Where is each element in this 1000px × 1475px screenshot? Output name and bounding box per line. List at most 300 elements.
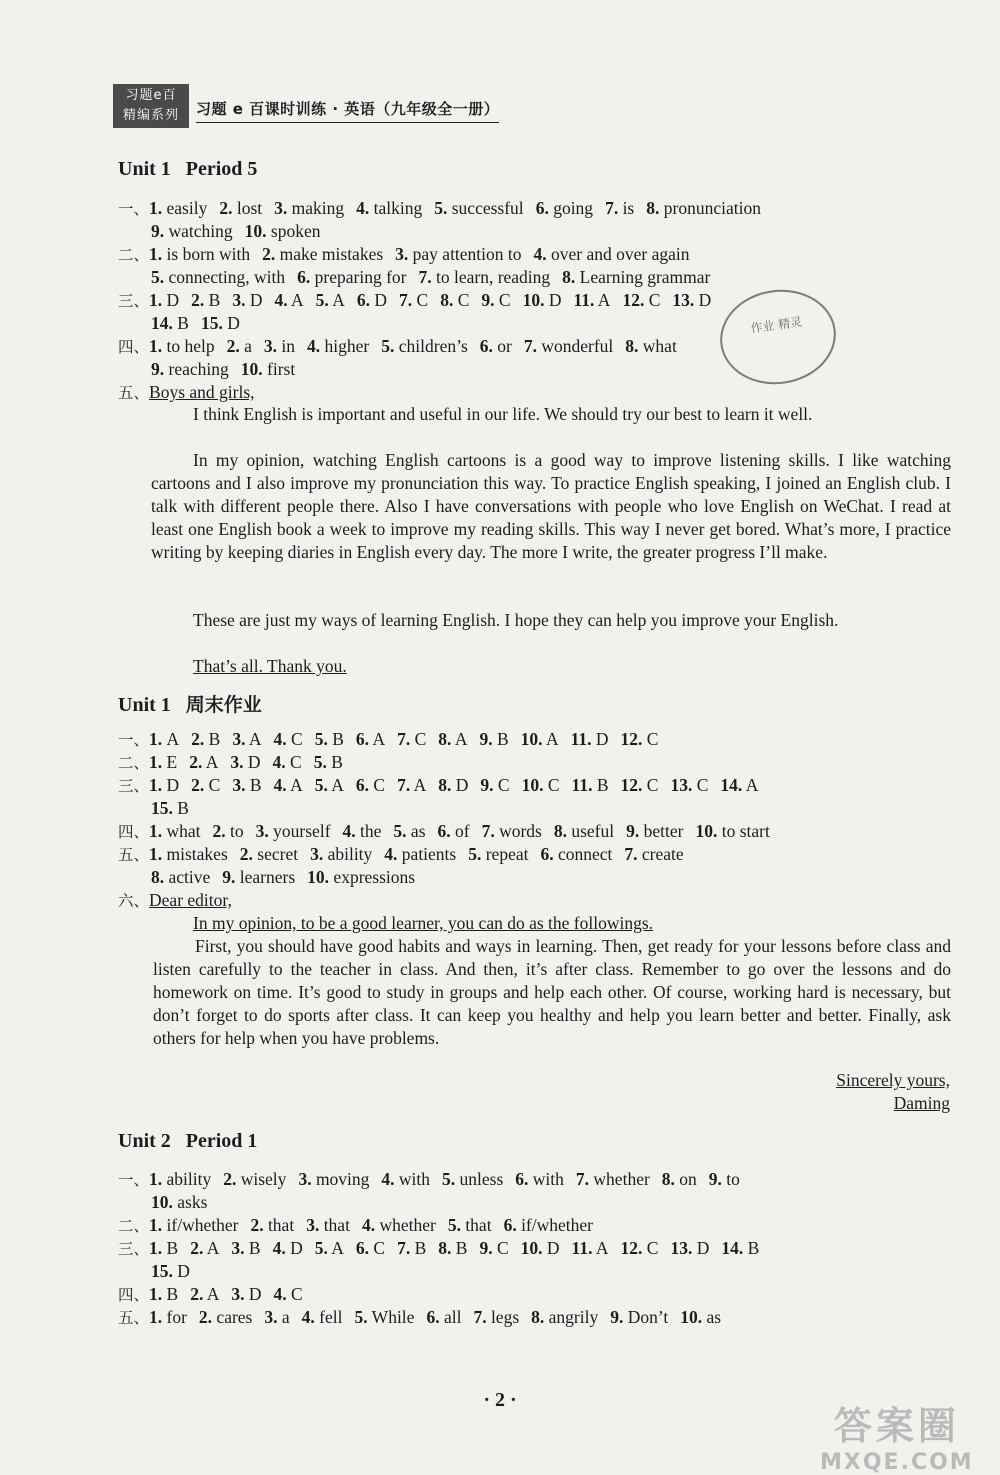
answer-number: 1. — [149, 821, 163, 841]
answer-value: A — [206, 1238, 220, 1258]
answer-value: what — [642, 336, 677, 356]
answer-number: 5. — [315, 290, 329, 310]
answer-value: C — [290, 752, 302, 772]
answer-item — [426, 1307, 461, 1327]
answer-item — [219, 198, 262, 218]
answer-number: 10. — [240, 359, 263, 379]
answer-value: A — [597, 290, 611, 310]
answer-item — [264, 1307, 289, 1327]
salutation-row — [118, 889, 232, 913]
answer-number: 4. — [356, 198, 370, 218]
answer-number: 2. — [219, 198, 233, 218]
answer-item — [240, 844, 298, 864]
answer-value: if/whether — [521, 1215, 593, 1235]
salutation-row — [118, 381, 255, 405]
answer-item — [397, 729, 426, 749]
answer-number: 4. — [273, 729, 287, 749]
answer-value: B — [248, 1238, 261, 1258]
answer-number: 4. — [272, 752, 286, 772]
answer-number: 9. — [151, 359, 165, 379]
answer-item — [273, 1238, 303, 1258]
answer-value: B — [331, 752, 343, 772]
answer-value: D — [546, 1238, 560, 1258]
answer-number: 5. — [447, 1215, 461, 1235]
section-heading-unit1-period5: Unit 1 Period 5 — [118, 158, 258, 180]
answer-number: 4. — [307, 336, 321, 356]
answer-value: C — [373, 1238, 386, 1258]
answer-item — [384, 844, 456, 864]
answer-item — [149, 752, 177, 772]
answer-value: watching — [168, 221, 233, 241]
answer-item — [149, 198, 207, 218]
section-mark: 二、 — [118, 246, 150, 264]
answer-number: 6. — [437, 821, 451, 841]
answer-value: yourself — [273, 821, 331, 841]
answer-number: 6. — [535, 198, 549, 218]
salutation: Dear editor, — [149, 890, 232, 910]
answer-number: 7. — [575, 1169, 590, 1189]
answer-item — [273, 752, 302, 772]
answer-item — [223, 1169, 286, 1189]
answer-item — [307, 867, 415, 887]
answer-item — [151, 1192, 207, 1212]
answer-value: E — [166, 752, 178, 772]
answer-value: children’s — [398, 336, 468, 356]
answer-value: C — [291, 1284, 303, 1304]
answer-value: going — [553, 198, 594, 218]
answer-row — [151, 266, 710, 289]
answer-value: expressions — [333, 867, 416, 887]
answer-item — [149, 1169, 211, 1189]
answer-item — [231, 1284, 261, 1304]
answer-item — [393, 821, 425, 841]
answer-value: B — [208, 290, 221, 310]
answer-number: 8. — [438, 1238, 452, 1258]
answer-row — [118, 1237, 759, 1261]
answer-number: 1. — [149, 336, 163, 356]
section-mark: 五、 — [118, 846, 150, 864]
answer-value: angrily — [548, 1307, 599, 1327]
answer-number: 8. — [440, 290, 454, 310]
answer-value: A — [206, 1284, 220, 1304]
answer-number: 5. — [381, 336, 395, 356]
answer-number: 10. — [520, 1238, 543, 1258]
answer-item — [189, 752, 218, 772]
answer-item — [151, 798, 189, 818]
answer-number: 9. — [708, 1169, 722, 1189]
book-title: 习题 e 百课时训练 · 英语（九年级全一册） — [196, 98, 499, 123]
letter-signature: Daming — [893, 1093, 950, 1113]
answer-item — [624, 844, 683, 864]
answer-number: 9. — [222, 867, 236, 887]
answer-value: ability — [166, 1169, 212, 1189]
section-mark: 二、 — [118, 754, 150, 772]
answer-item — [274, 775, 303, 795]
answer-number: 1. — [149, 775, 163, 795]
answer-number: 15. — [151, 1261, 173, 1281]
section-heading-unit1-weekend: Unit 1 周末作业 — [118, 694, 262, 716]
answer-item — [670, 775, 708, 795]
answer-value: A — [205, 752, 219, 772]
answer-number: 11. — [570, 729, 592, 749]
answer-number: 9. — [479, 1238, 493, 1258]
answer-row — [118, 1214, 593, 1238]
answer-number: 10. — [695, 821, 718, 841]
answer-value: While — [371, 1307, 415, 1327]
answer-value: repeat — [485, 844, 529, 864]
answer-value: with — [398, 1169, 431, 1189]
answer-value: as — [706, 1307, 722, 1327]
answer-value: B — [208, 729, 221, 749]
answer-row — [151, 358, 295, 381]
answer-value: D — [227, 313, 240, 333]
answer-item — [274, 1284, 303, 1304]
answer-number: 7. — [481, 821, 495, 841]
answer-value: B — [177, 798, 189, 818]
answer-number: 10. — [522, 290, 545, 310]
answer-number: 1. — [149, 290, 163, 310]
answer-item — [298, 1169, 369, 1189]
answer-number: 1. — [149, 844, 163, 864]
answer-item — [315, 729, 344, 749]
answer-number: 12. — [620, 1238, 643, 1258]
answer-value: D — [166, 290, 180, 310]
answer-number: 3. — [232, 775, 246, 795]
answer-value: what — [166, 821, 201, 841]
answer-number: 5. — [313, 752, 327, 772]
answer-value: to learn, reading — [435, 267, 551, 287]
answer-value: B — [496, 729, 509, 749]
answer-number: 4. — [273, 1284, 287, 1304]
answer-value: active — [168, 867, 211, 887]
answer-number: 12. — [620, 775, 643, 795]
answer-item — [622, 290, 660, 310]
answer-row — [151, 1191, 207, 1214]
answer-item — [515, 1169, 564, 1189]
answer-number: 10. — [151, 1192, 173, 1212]
answer-number: 10. — [521, 775, 544, 795]
answer-item — [191, 729, 220, 749]
answer-row — [118, 728, 658, 752]
answer-row — [118, 774, 758, 798]
answer-item — [481, 290, 510, 310]
answer-value: to — [230, 821, 244, 841]
answer-value: C — [646, 729, 659, 749]
answer-number: 5. — [314, 775, 328, 795]
section-mark: 一、 — [118, 1171, 150, 1189]
answer-value: preparing for — [314, 267, 407, 287]
answer-item — [306, 1215, 350, 1235]
answer-item — [149, 1284, 178, 1304]
answer-item — [297, 267, 406, 287]
answer-number: 3. — [310, 844, 324, 864]
section-mark: 一、 — [118, 200, 150, 218]
answer-value: talking — [373, 198, 423, 218]
answer-value: legs — [490, 1307, 520, 1327]
answer-value: secret — [257, 844, 299, 864]
answer-item — [397, 1238, 426, 1258]
answer-value: C — [498, 290, 511, 310]
answer-item — [307, 336, 369, 356]
answer-value: to — [726, 1169, 740, 1189]
salutation: Boys and girls, — [149, 382, 255, 402]
section-mark: 五、 — [118, 1309, 150, 1327]
answer-item — [534, 244, 690, 264]
answer-item — [151, 867, 210, 887]
answer-value: B — [414, 1238, 427, 1258]
answer-number: 13. — [670, 775, 693, 795]
answer-value: A — [290, 775, 303, 795]
answer-item — [381, 1169, 430, 1189]
answer-number: 6. — [540, 844, 554, 864]
answer-number: 6. — [355, 775, 370, 795]
answer-item — [625, 336, 677, 356]
answer-number: 4. — [273, 775, 287, 795]
answer-value: ability — [327, 844, 373, 864]
section-mark: 四、 — [118, 338, 150, 356]
answer-number: 9. — [610, 1307, 624, 1327]
answer-number: 8. — [531, 1307, 545, 1327]
answer-number: 5. — [354, 1307, 368, 1327]
answer-number: 8. — [661, 1169, 675, 1189]
answer-item — [571, 729, 609, 749]
answer-value: on — [679, 1169, 697, 1189]
answer-item — [149, 1238, 178, 1258]
answer-number: 7. — [473, 1307, 487, 1327]
answer-number: 3. — [231, 1238, 245, 1258]
letter-body: First, you should have good habits and ways in learning. Then, get ready for your lessons before class and listen carefully to the teacher in class. And then, it’s after class. Remember to go over the lessons and do homework on time. It’s good to study in groups and help each other. Of course, working hard is necessary, but don’t forget to do sports after class. It can keep you healthy and help you learn better and better. Finally, ask others for help when you have problems. — [153, 936, 951, 1048]
answer-item — [479, 729, 508, 749]
answer-value: mistakes — [166, 844, 228, 864]
answer-row — [118, 751, 343, 775]
answer-value: C — [547, 775, 560, 795]
answer-value: that — [323, 1215, 350, 1235]
answer-item — [356, 198, 422, 218]
answer-number: 5. — [442, 1169, 456, 1189]
answer-number: 8. — [151, 867, 165, 887]
answer-number: 9. — [151, 221, 165, 241]
answer-value: better — [643, 821, 684, 841]
answer-number: 5. — [151, 267, 165, 287]
page-number: · 2 · — [483, 1389, 517, 1411]
answer-item — [315, 1238, 344, 1258]
answer-number: 1. — [149, 729, 163, 749]
answer-value: B — [455, 1238, 468, 1258]
answer-row — [118, 1168, 740, 1192]
answer-number: 2. — [190, 1284, 204, 1304]
answer-number: 4. — [361, 1215, 376, 1235]
answer-value: Don’t — [627, 1307, 669, 1327]
answer-item — [531, 1307, 598, 1327]
answer-number: 2. — [191, 290, 205, 310]
answer-number: 1. — [149, 1307, 163, 1327]
section-mark: 四、 — [118, 1286, 150, 1304]
answer-item — [343, 821, 382, 841]
section-mark: 二、 — [118, 1217, 150, 1235]
answer-item — [482, 821, 542, 841]
answer-number: 2. — [191, 775, 205, 795]
answer-number: 8. — [553, 821, 567, 841]
answer-item — [241, 359, 295, 379]
answer-number: 5. — [314, 1238, 328, 1258]
answer-value: whether — [379, 1215, 436, 1235]
series-line1: 习题e百 — [125, 88, 177, 103]
answer-value: A — [331, 775, 344, 795]
answer-value: A — [248, 729, 262, 749]
answer-row — [118, 820, 770, 844]
answer-number: 2. — [198, 1307, 213, 1327]
answer-item — [191, 775, 220, 795]
answer-value: B — [332, 729, 344, 749]
answer-item — [356, 1238, 385, 1258]
answer-value: C — [373, 775, 386, 795]
answer-value: connecting, with — [168, 267, 286, 287]
answer-item — [213, 821, 244, 841]
answer-item — [232, 775, 261, 795]
answer-number: 3. — [231, 1284, 245, 1304]
answer-number: 8. — [438, 729, 452, 749]
answer-number: 7. — [418, 267, 432, 287]
answer-value: C — [457, 290, 470, 310]
answer-row — [151, 866, 415, 889]
answer-value: asks — [177, 1192, 208, 1212]
answer-item — [448, 1215, 492, 1235]
series-badge — [113, 84, 189, 128]
answer-item — [672, 290, 711, 310]
answer-item — [573, 290, 610, 310]
answer-value: D — [595, 729, 609, 749]
answer-number: 15. — [151, 798, 173, 818]
answer-number: 3. — [264, 1307, 278, 1327]
answer-item — [572, 1238, 609, 1258]
answer-item — [646, 198, 761, 218]
answer-number: 10. — [307, 867, 330, 887]
answer-number: 7. — [397, 729, 411, 749]
answer-value: make mistakes — [279, 244, 384, 264]
answer-number: 4. — [301, 1307, 315, 1327]
answer-item — [262, 244, 383, 264]
answer-number: 10. — [520, 729, 543, 749]
answer-number: 7. — [397, 775, 411, 795]
answer-value: A — [372, 729, 386, 749]
answer-number: 11. — [573, 290, 595, 310]
section-mark: 一、 — [118, 731, 150, 749]
watermark-logo: 答案圈 MXQE.COM — [820, 1404, 974, 1475]
answer-item — [621, 775, 659, 795]
answer-item — [149, 336, 215, 356]
answer-item — [354, 1307, 414, 1327]
answer-item — [540, 844, 612, 864]
section-mark: 三、 — [118, 1240, 150, 1258]
answer-value: C — [208, 775, 221, 795]
answer-number: 4. — [381, 1169, 395, 1189]
answer-number: 9. — [480, 775, 494, 795]
answer-item — [381, 336, 468, 356]
answer-number: 3. — [232, 729, 246, 749]
section-heading-unit2-period1: Unit 2 Period 1 — [118, 1130, 258, 1152]
answer-row — [118, 197, 761, 221]
answer-item — [680, 1307, 721, 1327]
answer-number: 3. — [395, 244, 409, 264]
answer-row — [151, 220, 320, 243]
answer-item — [480, 775, 509, 795]
answer-value: C — [416, 290, 429, 310]
answer-number: 10. — [244, 221, 267, 241]
answer-item — [151, 267, 285, 287]
answer-item — [274, 198, 344, 218]
answer-item — [720, 775, 758, 795]
answer-item — [480, 336, 512, 356]
answer-value: C — [497, 775, 510, 795]
answer-item — [504, 1215, 593, 1235]
answer-value: A — [166, 729, 180, 749]
answer-number: 3. — [230, 752, 244, 772]
answer-item — [536, 198, 593, 218]
answer-item — [149, 775, 179, 795]
answer-value: a — [281, 1307, 290, 1327]
answer-value: of — [455, 821, 470, 841]
answer-value: D — [698, 290, 712, 310]
answer-item — [438, 1238, 467, 1258]
answer-number: 8. — [438, 775, 452, 795]
answer-value: over and over again — [551, 244, 690, 264]
answer-number: 6. — [355, 1238, 370, 1258]
answer-item — [191, 290, 220, 310]
answer-number: 1. — [149, 752, 163, 772]
answer-value: first — [267, 359, 296, 379]
answer-item — [356, 775, 385, 795]
answer-value: B — [166, 1238, 179, 1258]
answer-item — [397, 775, 426, 795]
answer-value: with — [532, 1169, 564, 1189]
answer-item — [576, 1169, 650, 1189]
answer-number: 12. — [620, 729, 643, 749]
answer-number: 6. — [503, 1215, 517, 1235]
answer-number: 1. — [149, 1169, 163, 1189]
answer-value: D — [177, 1261, 190, 1281]
answer-item — [357, 290, 387, 310]
answer-item — [572, 775, 609, 795]
answer-number: 4. — [274, 290, 288, 310]
answer-number: 8. — [562, 267, 576, 287]
answer-value: A — [291, 290, 304, 310]
answer-number: 14. — [720, 775, 743, 795]
answer-number: 5. — [434, 198, 448, 218]
answer-value: C — [414, 729, 427, 749]
answer-item — [399, 290, 428, 310]
answer-row — [118, 843, 684, 867]
answer-item — [468, 844, 528, 864]
answer-item — [264, 336, 295, 356]
answer-value: is born with — [166, 244, 251, 264]
answer-number: 4. — [342, 821, 356, 841]
answer-value: A — [331, 1238, 344, 1258]
answer-value: D — [455, 775, 469, 795]
answer-item — [473, 1307, 519, 1327]
answer-value: C — [496, 1238, 509, 1258]
answer-item — [605, 198, 634, 218]
answer-value: D — [249, 290, 263, 310]
answer-number: 9. — [481, 290, 495, 310]
answer-item — [434, 198, 523, 218]
answer-item — [521, 1238, 560, 1258]
answer-value: making — [291, 198, 345, 218]
answer-value: D — [548, 290, 562, 310]
answer-item — [670, 1238, 709, 1258]
answer-number: 6. — [355, 729, 370, 749]
answer-number: 2. — [239, 844, 253, 864]
answer-number: 7. — [523, 336, 537, 356]
